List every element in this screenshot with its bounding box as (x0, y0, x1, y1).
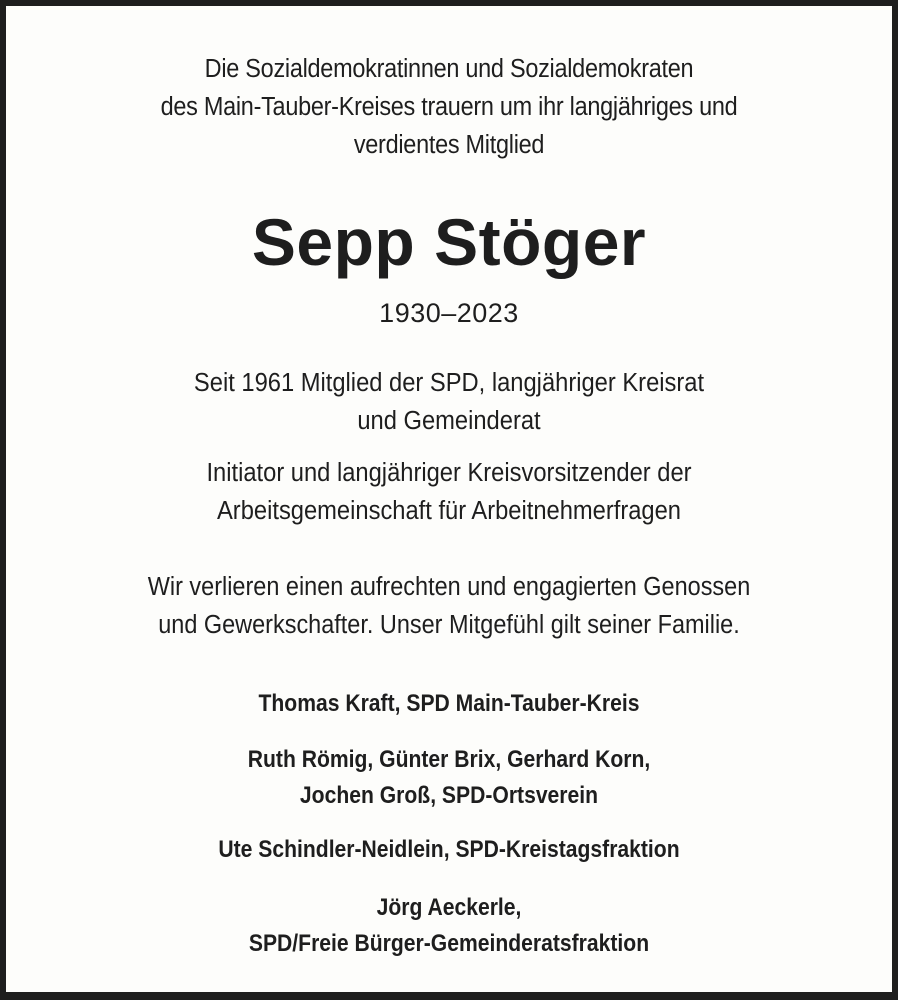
bio-line: Initiator und langjähriger Kreisvorsitzender der (206, 459, 692, 487)
condolence-line: Wir verlieren einen aufrechten und engagierten Genossen (147, 573, 751, 601)
bio-line: und Gemeinderat (357, 407, 541, 435)
signatory-line: Ruth Römig, Günter Brix, Gerhard Korn, (247, 746, 651, 773)
life-dates: 1930–2023 (379, 298, 519, 328)
signatory-municipal-council-faction (59, 890, 839, 962)
signatory-county-council-faction (59, 832, 839, 868)
signatory-line: Thomas Kraft, SPD Main-Tauber-Kreis (258, 690, 640, 717)
bio-paragraph-membership (37, 364, 861, 440)
intro-text (41, 50, 856, 164)
intro-line: des Main-Tauber-Kreises trauern um ihr langjähriges und (160, 93, 738, 121)
signatory-county-party (59, 686, 839, 722)
bio-line: Arbeitsgemeinschaft für Arbeitnehmerfragen (216, 497, 682, 525)
bio-line: Seit 1961 Mitglied der SPD, langjähriger Kreisrat (193, 369, 705, 397)
bio-paragraph-initiator (37, 454, 861, 530)
signatory-line: Jörg Aeckerle, (376, 894, 522, 921)
condolence-line: und Gewerkschafter. Unser Mitgefühl gilt seiner Familie. (158, 611, 740, 639)
signatory-line: Ute Schindler-Neidlein, SPD-Kreistagsfraktion (218, 836, 680, 863)
deceased-name: Sepp Stöger (251, 205, 647, 279)
signatory-line: SPD/Freie Bürger-Gemeinderatsfraktion (248, 930, 650, 957)
intro-line: verdientes Mitglied (353, 131, 545, 159)
condolence-text (41, 568, 856, 644)
signatory-local-association (59, 742, 839, 814)
intro-line: Die Sozialdemokratinnen und Sozialdemokraten (204, 55, 694, 83)
signatory-line: Jochen Groß, SPD-Ortsverein (299, 782, 599, 809)
